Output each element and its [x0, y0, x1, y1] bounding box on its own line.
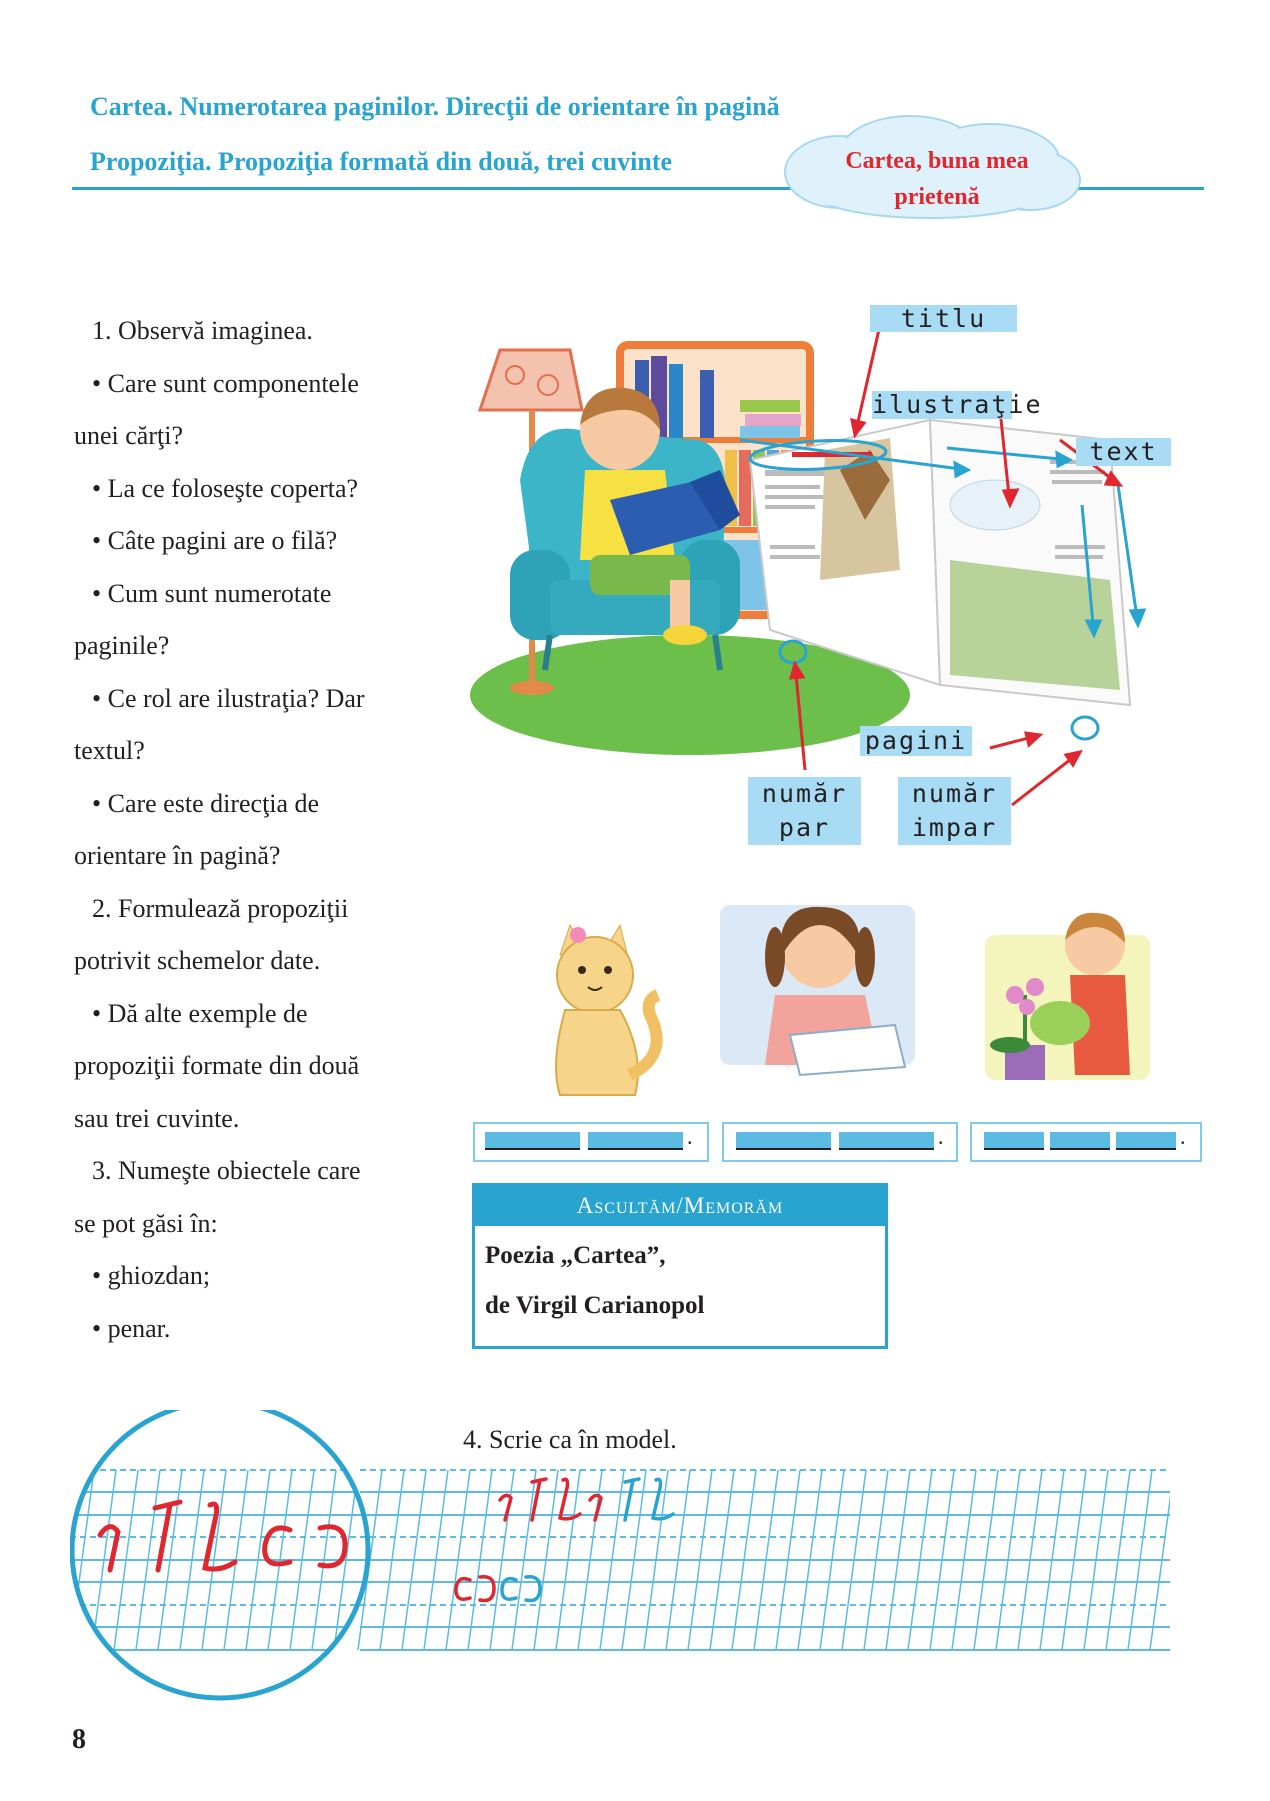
- label-titlu: titlu: [870, 305, 1017, 332]
- q-line: se pot găsi în:: [74, 1208, 218, 1238]
- label-numar-par-line1: număr: [761, 779, 848, 808]
- lesson-title-1: Cartea. Numerotarea paginilor. Direcţii de orientare în pagină: [90, 92, 780, 121]
- scheme-word-blank: [1050, 1132, 1110, 1150]
- q-line: • Care este direcţia de: [92, 788, 320, 818]
- q-line: potrivit schemelor date.: [74, 946, 321, 975]
- label-numar-impar: [898, 777, 1011, 845]
- q-line: orientare în pagină?: [74, 841, 281, 870]
- q-line: • ghiozdan;: [92, 1261, 211, 1290]
- scheme-period: .: [687, 1124, 693, 1149]
- boy-watering-image: [965, 905, 1155, 1085]
- box-title: Ascultăm/Memorăm: [475, 1186, 885, 1226]
- q-line: • La ce foloseşte coperta?: [92, 473, 359, 503]
- q-line: propoziţii formate din două: [74, 1051, 360, 1080]
- scheme-word-blank: [736, 1132, 831, 1150]
- label-text: text: [1076, 438, 1171, 466]
- q-line: unei cărţi?: [74, 421, 183, 450]
- listen-memorize-box: [472, 1183, 888, 1349]
- cloud-line-2: prietenă: [894, 184, 980, 210]
- scheme-two-words: [473, 1122, 709, 1162]
- q-line: • Ce rol are ilustraţia? Dar: [92, 683, 365, 713]
- scheme-two-words: [722, 1122, 958, 1162]
- questions-column: [74, 305, 454, 1355]
- exercise-4-instruction: 4. Scrie ca în model.: [463, 1425, 677, 1454]
- practice-letters-row1: [500, 1479, 601, 1520]
- q-line: paginile?: [74, 631, 170, 660]
- scheme-word-blank: [984, 1132, 1044, 1150]
- label-numar-par-line2: par: [778, 813, 831, 842]
- scheme-word-blank: [839, 1132, 934, 1150]
- q-line: 3. Numeşte obiectele care: [92, 1156, 361, 1185]
- scheme-word-blank: [588, 1132, 683, 1150]
- girl-writing-image: [720, 895, 915, 1080]
- odd-page-highlight: [1072, 717, 1098, 739]
- q-line: • Care sunt componentele: [92, 368, 359, 398]
- chapter-cloud-title: [812, 143, 1062, 215]
- poem-title: Poezia „Cartea”,: [485, 1242, 666, 1269]
- lesson-title-2: Propoziţia. Propoziţia formată din două, trei cuvinte: [90, 147, 673, 176]
- scheme-period: .: [938, 1124, 944, 1149]
- label-numar-impar-line2: impar: [911, 813, 998, 842]
- label-ilustratie: ilustraţie: [872, 390, 1043, 419]
- q-line: sau trei cuvinte.: [74, 1103, 240, 1133]
- cloud-line-1: Cartea, buna mea: [845, 148, 1029, 174]
- q-line: textul?: [74, 736, 145, 765]
- q-line: • Cum sunt numerotate: [92, 578, 332, 608]
- q-line: 1. Observă imaginea.: [92, 316, 313, 345]
- label-pagini: pagini: [860, 726, 972, 756]
- q-line: 2. Formulează propoziţii: [92, 893, 349, 923]
- label-numar-par: [748, 777, 861, 845]
- reading-illustration: [470, 330, 1190, 770]
- scheme-period: .: [1180, 1124, 1186, 1149]
- poem-author: de Virgil Carianopol: [485, 1292, 705, 1319]
- q-line: • Câte pagini are o filă?: [92, 526, 338, 555]
- q-line: • penar.: [92, 1313, 171, 1343]
- scheme-three-words: [970, 1122, 1202, 1162]
- handwriting-grid: [70, 1410, 1170, 1710]
- scheme-word-blank: [485, 1132, 580, 1150]
- cat-image: [500, 915, 670, 1105]
- page-number: 8: [72, 1724, 86, 1755]
- label-numar-impar-line1: număr: [911, 779, 998, 808]
- q-line: • Dă alte exemple de: [92, 998, 308, 1028]
- scheme-word-blank: [1116, 1132, 1176, 1150]
- odd-arrow: [1010, 740, 1100, 810]
